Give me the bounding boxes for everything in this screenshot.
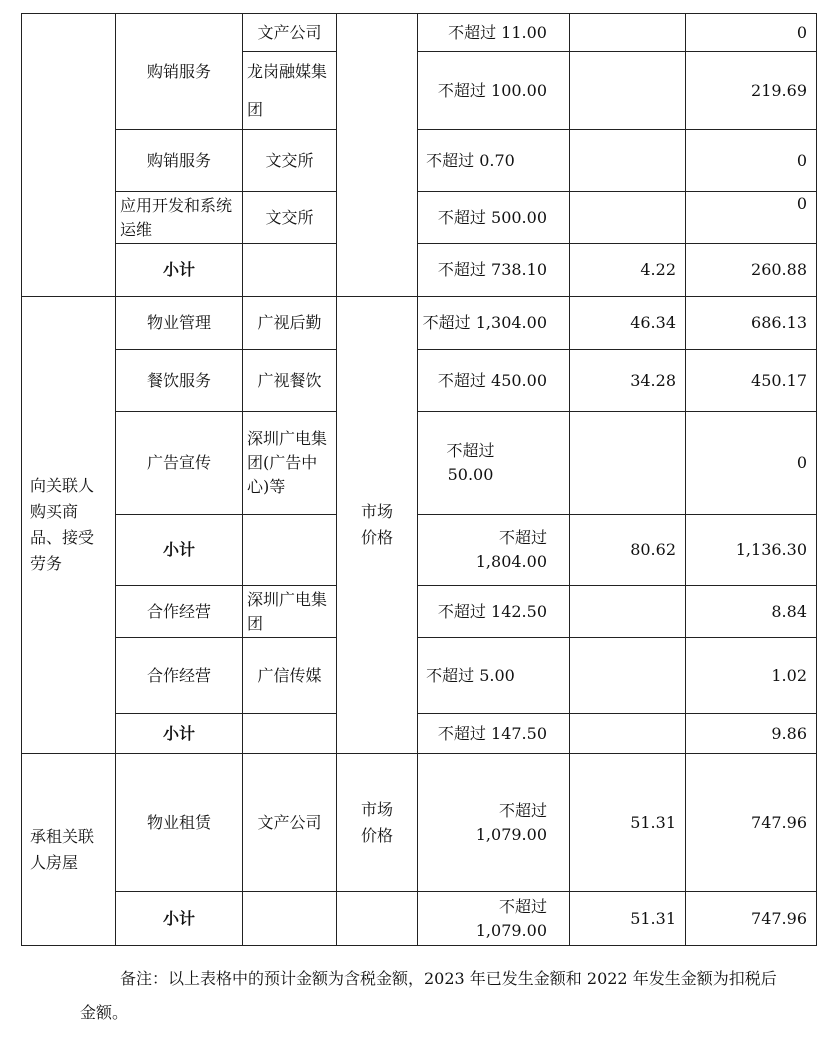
- prev-year-cell: 8.84: [686, 586, 817, 638]
- prev-year-cell: 0: [686, 130, 817, 192]
- related-party-cell: 文产公司: [243, 14, 337, 52]
- related-party-cell: [243, 244, 337, 297]
- subcategory-cell: 购销服务: [116, 130, 243, 192]
- limit-cell: 不超过 50.00: [418, 412, 570, 515]
- limit-cell: 不超过 500.00: [418, 192, 570, 244]
- related-party-cell: 文交所: [243, 192, 337, 244]
- limit-cell: 不超过 1,804.00: [418, 515, 570, 586]
- subcategory-cell: 餐饮服务: [116, 350, 243, 412]
- prev-year-cell: 747.96: [686, 892, 817, 946]
- limit-cell: 不超过 100.00: [418, 52, 570, 130]
- ytd-cell: 51.31: [570, 754, 686, 892]
- category-cell: 承租关联人房屋: [22, 754, 116, 946]
- ytd-cell: [570, 714, 686, 754]
- prev-year-cell: 260.88: [686, 244, 817, 297]
- limit-cell: 不超过 738.10: [418, 244, 570, 297]
- subtotal-row: [22, 714, 817, 754]
- prev-year-cell: 686.13: [686, 297, 817, 350]
- ytd-cell: 4.22: [570, 244, 686, 297]
- ytd-cell: [570, 586, 686, 638]
- subcategory-cell: 合作经营: [116, 586, 243, 638]
- limit-cell: 不超过 142.50: [418, 586, 570, 638]
- prev-year-cell: 219.69: [686, 52, 817, 130]
- table-row: [22, 350, 817, 412]
- ytd-cell: 51.31: [570, 892, 686, 946]
- prev-year-cell: 0: [686, 412, 817, 515]
- limit-cell: 不超过 450.00: [418, 350, 570, 412]
- prev-year-cell: 1,136.30: [686, 515, 817, 586]
- subtotal-label: 小计: [116, 714, 243, 754]
- table-row: [22, 586, 817, 638]
- pricing-cell: 市场价格: [337, 297, 418, 754]
- limit-cell: 不超过 11.00: [418, 14, 570, 52]
- prev-year-cell: 747.96: [686, 754, 817, 892]
- ytd-cell: [570, 130, 686, 192]
- ytd-cell: [570, 14, 686, 52]
- pricing-cell: 市场价格: [337, 754, 418, 892]
- limit-cell: 不超过 1,079.00: [418, 892, 570, 946]
- subtotal-row: [22, 244, 817, 297]
- ytd-cell: [570, 52, 686, 130]
- pricing-cell: [337, 14, 418, 297]
- related-party-cell: 龙岗融媒集团: [243, 52, 337, 130]
- subtotal-label: 小计: [116, 892, 243, 946]
- prev-year-cell: 0: [686, 192, 817, 244]
- related-party-cell: 文产公司: [243, 754, 337, 892]
- footnote-line: 备注：以上表格中的预计金额为含税金额，2023 年已发生金额和 2022 年发生金额为扣税后: [120, 969, 777, 988]
- related-party-cell: 广视餐饮: [243, 350, 337, 412]
- ytd-cell: [570, 412, 686, 515]
- related-party-cell: 深圳广电集团: [243, 586, 337, 638]
- table-row: [22, 412, 817, 515]
- related-party-cell: [243, 515, 337, 586]
- table-row: [22, 638, 817, 714]
- prev-year-cell: 0: [686, 14, 817, 52]
- table-row: [22, 130, 817, 192]
- related-party-cell: [243, 714, 337, 754]
- table-row: [22, 297, 817, 350]
- limit-cell: 不超过 0.70: [418, 130, 570, 192]
- related-party-cell: 深圳广电集团(广告中心)等: [243, 412, 337, 515]
- footnote-line: 金额。: [80, 1003, 129, 1022]
- prev-year-cell: 1.02: [686, 638, 817, 714]
- ytd-cell: 46.34: [570, 297, 686, 350]
- subcategory-cell: 合作经营: [116, 638, 243, 714]
- related-transactions-table: [21, 13, 817, 946]
- related-party-cell: 文交所: [243, 130, 337, 192]
- ytd-cell: 34.28: [570, 350, 686, 412]
- subcategory-cell: 购销服务: [116, 14, 243, 130]
- pricing-cell: [337, 892, 418, 946]
- subtotal-row: [22, 892, 817, 946]
- ytd-cell: [570, 638, 686, 714]
- footnote: [80, 962, 812, 1030]
- table-row: [22, 754, 817, 892]
- subcategory-cell: 应用开发和系统运维: [116, 192, 243, 244]
- subcategory-cell: 广告宣传: [116, 412, 243, 515]
- subtotal-label: 小计: [116, 244, 243, 297]
- prev-year-cell: 9.86: [686, 714, 817, 754]
- subtotal-row: [22, 515, 817, 586]
- subcategory-cell: 物业租赁: [116, 754, 243, 892]
- limit-cell: 不超过 147.50: [418, 714, 570, 754]
- related-party-cell: 广信传媒: [243, 638, 337, 714]
- subtotal-label: 小计: [116, 515, 243, 586]
- ytd-cell: [570, 192, 686, 244]
- limit-cell: 不超过 5.00: [418, 638, 570, 714]
- table-row: [22, 192, 817, 244]
- table-row: [22, 14, 817, 52]
- subcategory-cell: 物业管理: [116, 297, 243, 350]
- ytd-cell: 80.62: [570, 515, 686, 586]
- category-cell: 向关联人购买商品、接受劳务: [22, 297, 116, 754]
- category-cell: [22, 14, 116, 297]
- related-party-cell: [243, 892, 337, 946]
- limit-cell: 不超过 1,079.00: [418, 754, 570, 892]
- prev-year-cell: 450.17: [686, 350, 817, 412]
- limit-cell: 不超过 1,304.00: [418, 297, 570, 350]
- related-party-cell: 广视后勤: [243, 297, 337, 350]
